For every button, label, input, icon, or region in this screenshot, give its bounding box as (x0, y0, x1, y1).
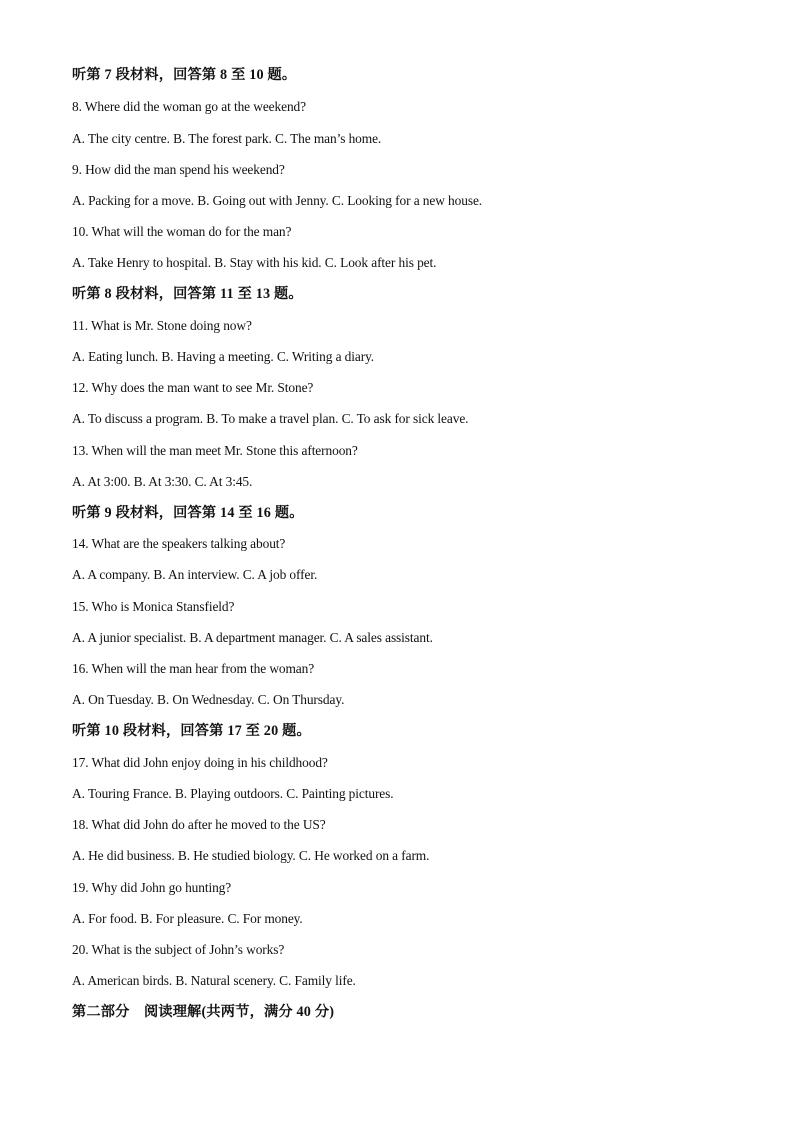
answer-options: A. Packing for a move. B. Going out with Jenny. C. Looking for a new house. (72, 193, 483, 208)
question-text: 9. How did the man spend his weekend? (72, 162, 285, 177)
section-heading: 听第 7 段材料，回答第 8 至 10 题。 (72, 67, 297, 83)
answer-options: A. He did business. B. He studied biology. C. He worked on a farm. (72, 848, 430, 863)
question-text: 15. Who is Monica Stansfield? (72, 599, 235, 614)
question-text: 20. What is the subject of John’s works? (72, 942, 285, 957)
question-text: 18. What did John do after he moved to the US? (72, 817, 326, 832)
answer-options: A. The city centre. B. The forest park. C. The man’s home. (72, 131, 382, 146)
answer-options: A. Take Henry to hospital. B. Stay with his kid. C. Look after his pet. (72, 255, 437, 270)
section-heading: 听第 10 段材料，回答第 17 至 20 题。 (72, 723, 311, 739)
section-heading: 听第 9 段材料，回答第 14 至 16 题。 (72, 505, 304, 521)
answer-options: A. American birds. B. Natural scenery. C. Family life. (72, 973, 356, 988)
answer-options: A. Touring France. B. Playing outdoors. C. Painting pictures. (72, 786, 394, 801)
question-text: 16. When will the man hear from the woman? (72, 661, 315, 676)
question-text: 17. What did John enjoy doing in his childhood? (72, 755, 328, 770)
question-text: 12. Why does the man want to see Mr. Stone? (72, 380, 314, 395)
question-text: 8. Where did the woman go at the weekend? (72, 99, 306, 114)
section-heading: 听第 8 段材料，回答第 11 至 13 题。 (72, 286, 303, 302)
answer-options: A. To discuss a program. B. To make a travel plan. C. To ask for sick leave. (72, 411, 469, 426)
answer-options: A. A junior specialist. B. A department manager. C. A sales assistant. (72, 630, 433, 645)
answer-options: A. At 3:00. B. At 3:30. C. At 3:45. (72, 474, 253, 489)
answer-options: A. For food. B. For pleasure. C. For money. (72, 911, 303, 926)
answer-options: A. On Tuesday. B. On Wednesday. C. On Thursday. (72, 692, 345, 707)
answer-options: A. A company. B. An interview. C. A job offer. (72, 567, 318, 582)
question-text: 10. What will the woman do for the man? (72, 224, 292, 239)
question-text: 19. Why did John go hunting? (72, 880, 232, 895)
question-text: 11. What is Mr. Stone doing now? (72, 318, 252, 333)
part-heading: 第二部分 阅读理解(共两节，满分 40 分) (72, 1004, 335, 1020)
answer-options: A. Eating lunch. B. Having a meeting. C. Writing a diary. (72, 349, 375, 364)
question-text: 13. When will the man meet Mr. Stone this afternoon? (72, 443, 358, 458)
question-text: 14. What are the speakers talking about? (72, 536, 286, 551)
